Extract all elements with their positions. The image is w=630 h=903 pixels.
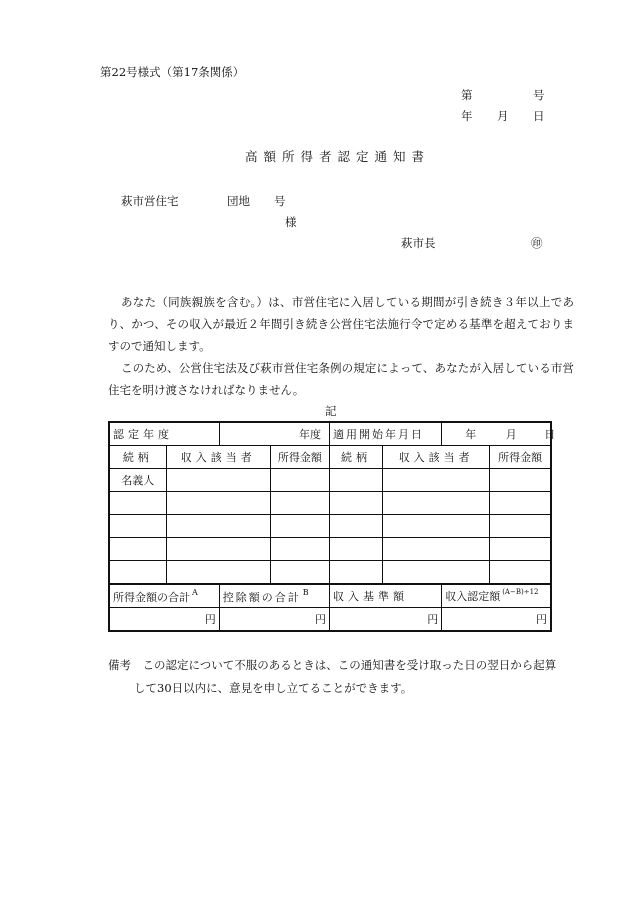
nintei-nendo-label: 認定年度 <box>109 422 219 446</box>
income-header: 所得金額 <box>270 446 329 469</box>
table-row <box>109 561 551 585</box>
housing-name: 萩市営住宅 <box>121 194 179 208</box>
document-title: 高額所得者認定通知書 <box>245 149 431 164</box>
form-id: 第22号様式（第17条関係） <box>100 65 245 79</box>
start-date-label: 適用開始年月日 <box>329 422 441 446</box>
recognized-yen: 円 <box>442 608 551 632</box>
table-row <box>109 515 551 538</box>
relation-header-2: 続柄 <box>329 446 382 469</box>
total-income-label: 所得金額の合計 $^A$ <box>109 584 219 608</box>
ki-label: 記 <box>325 404 337 418</box>
honorific: 様 <box>285 215 297 229</box>
table-row <box>109 538 551 561</box>
date-month: 月 <box>497 109 509 123</box>
total-income-yen: 円 <box>109 608 219 632</box>
meigi-label: 名義人 <box>109 469 166 492</box>
issuer-name: 萩市長 <box>401 236 436 250</box>
danchi-label: 団地 <box>227 194 250 208</box>
table-row <box>109 469 551 492</box>
remark-line1: この認定について不服のあるときは、この通知書を受け取った日の翌日から起算 <box>142 658 557 672</box>
date-year: 年 <box>461 109 473 123</box>
earner-header-2: 収入該当者 <box>383 446 490 469</box>
date-day: 日 <box>533 109 545 123</box>
deduction-label: 控除額の合計 $^B$ <box>219 584 329 608</box>
number-prefix: 第 <box>461 88 473 102</box>
seal-mark: ㊞ <box>531 236 543 250</box>
standard-yen: 円 <box>329 608 441 632</box>
header-row <box>109 446 551 469</box>
recognized-label: 収入認定額 $^{(A-B)\div 12}$ <box>442 584 551 608</box>
deduction-yen: 円 <box>219 608 329 632</box>
summary-header-row <box>109 584 551 608</box>
number-suffix: 号 <box>533 88 545 102</box>
notice-body <box>108 291 574 401</box>
paragraph-1: あなた（同族親族を含む。）は、市営住宅に入居している期間が引き続き３年以上であり、かつ、その収入が最近２年間引き続き公営住宅法施行令で定める基準を超えておりますので通知します。 <box>108 295 574 353</box>
room-number-label: 号 <box>274 194 286 208</box>
remark-label: 備考 <box>108 658 131 672</box>
income-header-2: 所得金額 <box>490 446 551 469</box>
start-date-cell <box>442 422 556 446</box>
nendo-cell: 年度 <box>219 422 329 446</box>
start-year: 年 <box>465 428 477 441</box>
year-row <box>109 422 551 446</box>
start-day: 日 <box>544 428 556 441</box>
remark-line2: して30日以内に、意見を申し立てることができます。 <box>134 681 413 695</box>
earner-header: 収入該当者 <box>166 446 270 469</box>
remark <box>108 654 578 700</box>
income-table <box>108 421 556 632</box>
paragraph-2: このため、公営住宅法及び萩市営住宅条例の規定によって、あなたが入居している市営住宅を明け渡さなければなりません。 <box>108 361 574 397</box>
table-row <box>109 492 551 515</box>
yen-row <box>109 608 551 632</box>
relation-header: 続柄 <box>109 446 166 469</box>
start-month: 月 <box>505 428 517 441</box>
standard-label: 収入基準額 <box>329 584 441 608</box>
